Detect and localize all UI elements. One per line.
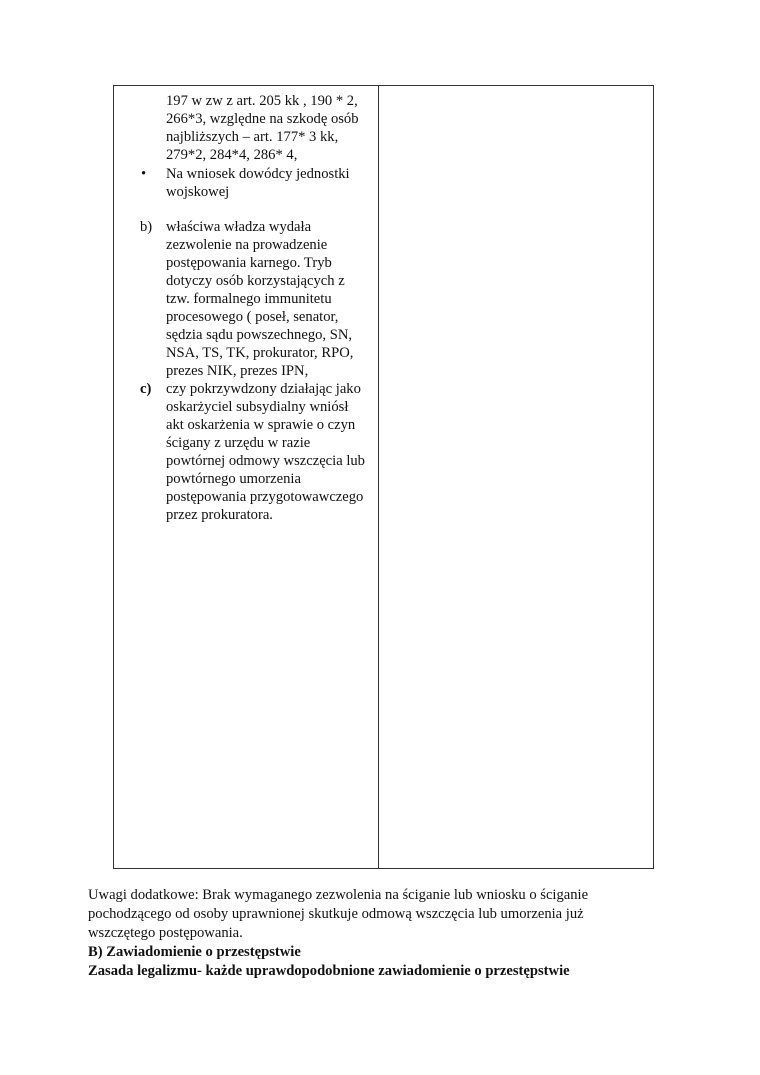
item-c-line: postępowania przygotowawczego (166, 489, 364, 505)
continued-line: 266*3, względne na szkodę osób (166, 111, 359, 127)
item-c-line: powtórnego umorzenia (166, 471, 301, 487)
item-c-line: przez prokuratora. (166, 507, 273, 523)
item-b-line: tzw. formalnego immunitetu (166, 291, 332, 307)
item-b-line: NSA, TS, TK, prokurator, RPO, (166, 345, 354, 361)
item-b-line: postępowania karnego. Tryb (166, 255, 332, 271)
item-c-line: czy pokrzywdzony działając jako (166, 381, 361, 397)
item-b-line: dotyczy osób korzystających z (166, 273, 345, 289)
item-b-line: sędzia sądu powszechnego, SN, (166, 327, 353, 343)
item-b-line: zezwolenie na prowadzenie (166, 237, 328, 253)
item-c-line: akt oskarżenia w sprawie o czyn (166, 417, 356, 433)
item-c-letter: c) (140, 381, 152, 397)
item-b-line: właściwa władza wydała (166, 219, 312, 235)
notes-line: wszczętego postępowania. (88, 925, 243, 941)
item-c-line: powtórnej odmowy wszczęcia lub (166, 453, 365, 469)
bullet-line: Na wniosek dowódcy jednostki (166, 166, 350, 182)
bullet-line: wojskowej (166, 184, 230, 200)
content-table (113, 85, 654, 869)
continued-line: najbliższych – art. 177* 3 kk, (166, 129, 339, 145)
continued-line: 279*2, 284*4, 286* 4, (166, 147, 298, 163)
item-c-line: ścigany z urzędu w razie (166, 435, 311, 451)
notes-line: pochodzącego od osoby uprawnionej skutkuje odmową wszczęcia lub umorzenia już (88, 906, 584, 922)
table-cell-right (379, 86, 653, 868)
item-b-line: prezes NIK, prezes IPN, (166, 363, 309, 379)
section-subheading: Zasada legalizmu- każde uprawdopodobnione zawiadomienie o przestępstwie (88, 963, 570, 979)
item-c-line: oskarżyciel subsydialny wniósł (166, 399, 349, 415)
item-b-line: procesowego ( poseł, senator, (166, 309, 339, 325)
notes-line: Uwagi dodatkowe: Brak wymaganego zezwolenia na ściganie lub wniosku o ściganie (88, 887, 589, 903)
section-heading: B) Zawiadomienie o przestępstwie (88, 944, 301, 960)
continued-line: 197 w zw z art. 205 kk , 190 * 2, (166, 93, 358, 109)
bullet-icon: • (141, 166, 147, 182)
item-b-letter: b) (140, 219, 153, 235)
